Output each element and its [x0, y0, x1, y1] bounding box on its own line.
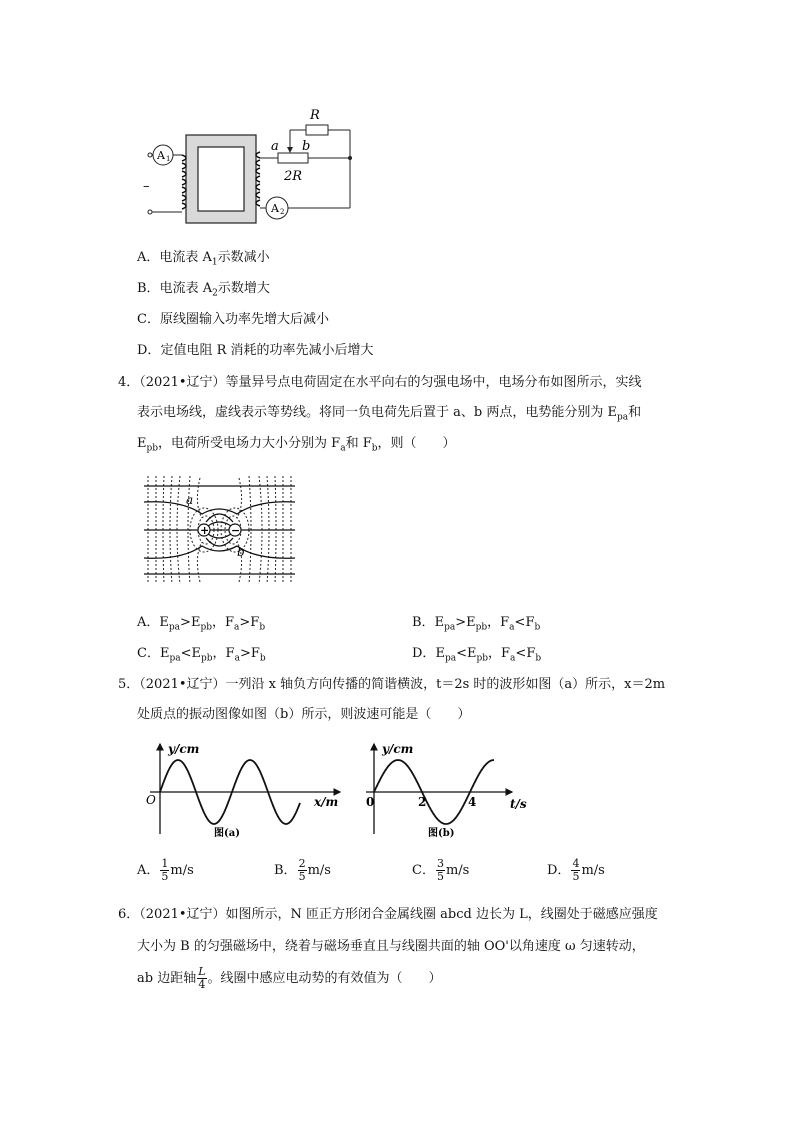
option-rel1: >	[180, 615, 191, 630]
ammeter-A1-label: A	[157, 149, 165, 162]
stem-text: 表示电场线，虚线表示等势线。将同一负电荷先后置于 a、b 两点，电势能分别为 E	[137, 405, 617, 420]
option-unit: m/s	[170, 863, 194, 878]
wave-b-origin: 0	[366, 795, 375, 809]
option-f1: ，F	[211, 615, 234, 630]
fraction-den: 5	[436, 870, 444, 883]
q5-option-a[interactable]	[137, 858, 194, 884]
vibration-graph-b-svg	[362, 740, 532, 840]
stem-text: ab 边距轴	[137, 971, 197, 986]
wave-b-caption: 图(b)	[428, 828, 455, 839]
option-text: 原线圈输入功率先增大后减小	[159, 312, 329, 327]
wave-a-origin: O	[146, 793, 156, 807]
wave-graph-a-svg	[142, 740, 347, 840]
q5-option-c[interactable]	[412, 858, 469, 884]
q3-option-b[interactable]	[137, 280, 270, 303]
q4-option-b[interactable]	[412, 614, 540, 637]
option-key: A．	[137, 863, 160, 878]
wave-b-ylabel: y/cm	[382, 742, 414, 756]
q3-option-a[interactable]	[137, 249, 270, 272]
fraction-num: 2	[298, 857, 306, 870]
electric-field-svg	[142, 474, 297, 586]
stem-e: E	[137, 436, 147, 451]
option-key: A．	[137, 615, 160, 630]
q5-stem-line1: 5．（2021•辽宁）一列沿 x 轴负方向传播的简谐横波，t＝2s 时的波形如图（a）所示，x＝2m	[118, 677, 666, 692]
option-f2: F	[526, 646, 536, 661]
terminal-minus-label: –	[143, 179, 150, 194]
wave-b-tick-2: 2	[418, 795, 427, 809]
label-b: b	[302, 139, 311, 154]
q5-option-b[interactable]	[274, 858, 331, 884]
fraction	[436, 858, 445, 883]
q5-stem-line2: 处质点的振动图像如图（b）所示，则波速可能是（ ）	[137, 707, 471, 722]
wave-graph-a	[142, 740, 347, 840]
ammeter-A2-label: A	[271, 202, 279, 215]
option-key: A．	[137, 250, 160, 265]
option-f2: F	[525, 615, 535, 630]
option-unit: m/s	[307, 863, 331, 878]
option-fs2: b	[535, 653, 542, 664]
q3-option-d[interactable]	[137, 342, 374, 365]
option-e1: E	[159, 646, 170, 661]
stem-end: ，则（ ）	[377, 436, 456, 451]
option-key: D．	[412, 646, 436, 661]
option-s2: pb	[475, 622, 488, 633]
q4-option-c[interactable]	[137, 645, 266, 668]
q4-option-d[interactable]	[412, 645, 541, 668]
q6-stem-line1: 6．（2021•辽宁）如图所示，N 匝正方形闭合金属线圈 abcd 边长为 L，线圈处于磁感应强度	[118, 907, 658, 922]
fraction-num: 4	[572, 857, 580, 870]
fraction-num: 3	[436, 857, 444, 870]
transformer-circuit-svg	[138, 100, 368, 235]
option-f1: ，F	[488, 646, 511, 661]
fraction	[571, 858, 580, 883]
option-key: C．	[137, 646, 160, 661]
option-sub: 2	[212, 288, 218, 299]
option-key: B．	[274, 863, 297, 878]
fraction-num: 1	[161, 857, 169, 870]
option-s1: pa	[444, 653, 457, 664]
fraction-den: 4	[198, 978, 206, 991]
fraction-den: 5	[298, 870, 306, 883]
option-unit: m/s	[581, 863, 605, 878]
wave-a-caption: 图(a)	[214, 828, 240, 839]
stem-fa-sub: a	[340, 443, 346, 454]
electric-field-figure	[142, 474, 297, 586]
option-text: 电流表 A	[159, 250, 212, 265]
option-f2: F	[250, 615, 260, 630]
option-text-post: 示数减小	[217, 250, 270, 265]
ammeter-A2-sub: 2	[280, 208, 285, 216]
stem-sub: pa	[616, 412, 629, 423]
option-rel1: <	[456, 646, 467, 661]
q5-option-d[interactable]	[547, 858, 605, 884]
option-text: 电流表 A	[159, 281, 213, 296]
option-fs1: a	[234, 653, 240, 664]
fraction	[197, 966, 206, 991]
wave-a-ylabel: y/cm	[168, 742, 200, 756]
positive-charge-label: +	[200, 524, 210, 537]
option-fs1: a	[510, 653, 516, 664]
transformer-circuit-figure	[138, 100, 368, 235]
option-rel2: >	[239, 615, 251, 630]
option-rel1: >	[455, 615, 467, 630]
label-a: a	[271, 139, 279, 154]
q4-stem-line3	[137, 435, 456, 458]
option-rel1: <	[180, 646, 192, 661]
option-key: C．	[412, 863, 435, 878]
stem-and: 和 F	[345, 436, 372, 451]
fraction-den: 5	[572, 870, 580, 883]
wave-a-xlabel: x/m	[314, 795, 339, 809]
fraction	[298, 858, 307, 883]
q6-stem-line2: 大小为 B 的匀强磁场中，绕着与磁场垂直且与线圈共面的轴 OO'以角速度 ω 匀速转动，	[137, 939, 645, 954]
option-key: C．	[137, 312, 160, 327]
option-f1: ，F	[212, 646, 235, 661]
stem-fb-sub: b	[371, 443, 378, 454]
label-R: R	[310, 108, 320, 123]
q4-stem-line1: 4．（2021•辽宁）等量异号点电荷固定在水平向右的匀强电场中，电场分布如图所示，实线	[118, 375, 642, 390]
option-e2: E	[190, 615, 201, 630]
option-fs2: b	[259, 653, 266, 664]
option-key: D．	[137, 343, 161, 358]
option-e2: E	[191, 646, 201, 661]
option-e2: E	[466, 646, 477, 661]
ammeter-A1-sub: 1	[166, 155, 171, 163]
option-key: B．	[137, 281, 160, 296]
option-s1: pa	[168, 622, 181, 633]
stem-text-post: 。线圈中感应电动势的有效值为（ ）	[207, 971, 442, 986]
option-s2: pb	[201, 653, 213, 664]
wave-b-xlabel: t/s	[510, 797, 527, 811]
option-key: D．	[547, 863, 571, 878]
fraction	[160, 858, 169, 883]
q3-option-c[interactable]	[137, 311, 329, 334]
fraction-num: L	[198, 965, 206, 978]
option-fs1: a	[509, 622, 515, 633]
stem-text-post: 和	[628, 405, 642, 420]
stem-e-sub: pb	[146, 443, 159, 454]
negative-charge-label: −	[231, 524, 241, 537]
point-b-label: b	[237, 545, 245, 559]
option-text-post: 示数增大	[217, 281, 270, 296]
point-a-label: a	[186, 493, 194, 507]
option-e2: E	[466, 615, 476, 630]
option-e1: E	[159, 615, 169, 630]
option-f1: ，F	[487, 615, 510, 630]
option-f2: F	[250, 646, 260, 661]
option-s1: pa	[169, 653, 181, 664]
q4-stem-line2	[137, 404, 641, 427]
option-fs2: b	[259, 622, 266, 633]
option-s2: pb	[476, 653, 489, 664]
option-key: B．	[412, 615, 435, 630]
label-2R: 2R	[284, 169, 303, 184]
fraction-den: 5	[161, 870, 169, 883]
option-rel2: >	[239, 646, 251, 661]
option-e1: E	[435, 646, 445, 661]
option-sub: 1	[211, 257, 218, 268]
stem-mid: ，电荷所受电场力大小分别为 F	[158, 436, 341, 451]
q6-stem-line3	[137, 964, 442, 994]
option-rel2: <	[514, 615, 526, 630]
option-fs1: a	[234, 622, 240, 633]
option-e1: E	[434, 615, 445, 630]
option-s2: pb	[200, 622, 212, 633]
option-fs2: b	[534, 622, 541, 633]
option-rel2: <	[515, 646, 527, 661]
q4-option-a[interactable]	[137, 614, 265, 637]
option-s1: pa	[444, 622, 456, 633]
wave-b-tick-4: 4	[468, 795, 477, 809]
option-text: 定值电阻 R 消耗的功率先减小后增大	[160, 343, 374, 358]
vibration-graph-b	[362, 740, 532, 840]
option-unit: m/s	[445, 863, 470, 878]
